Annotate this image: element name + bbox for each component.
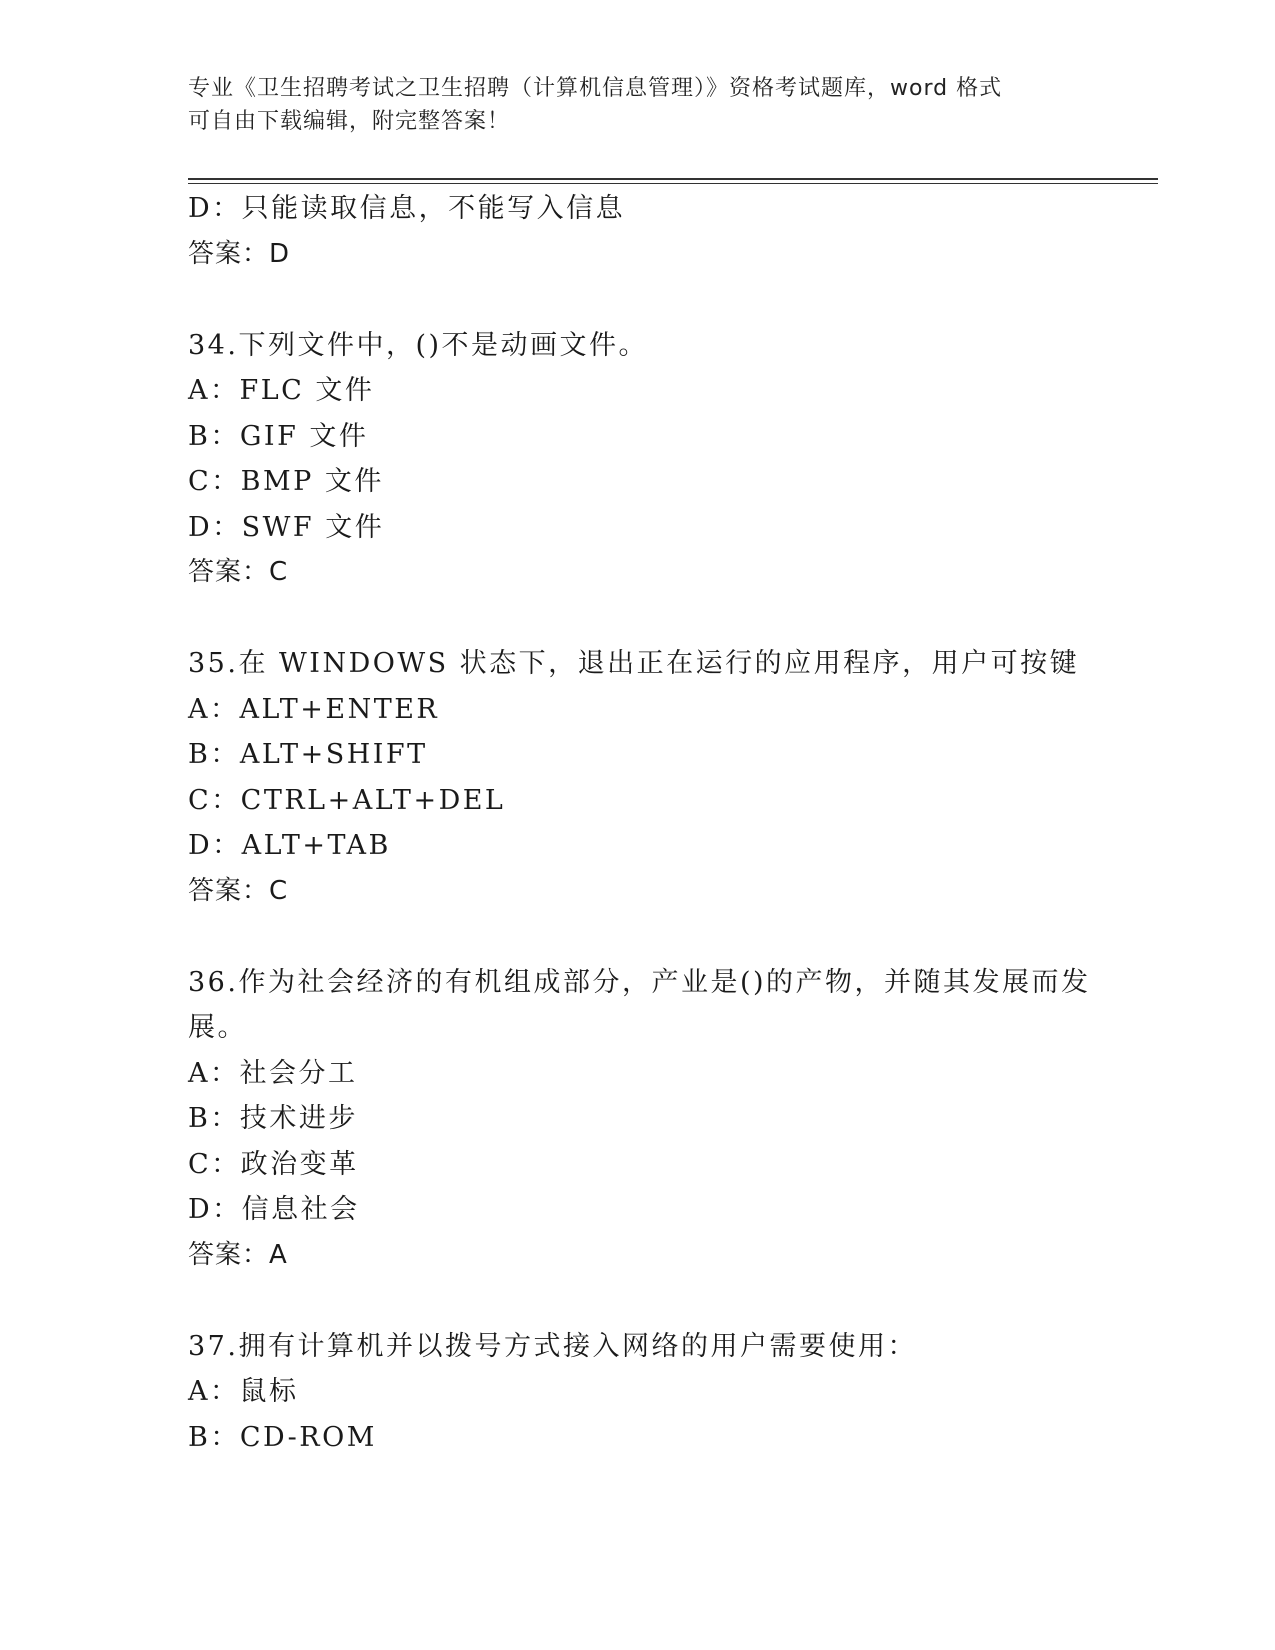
question-stem: 35.在 WINDOWS 状态下，退出正在运行的应用程序，用户可按键 (188, 648, 1080, 679)
header-line-1: 专业《卫生招聘考试之卫生招聘（计算机信息管理）》资格考试题库，word 格式 (188, 76, 1003, 101)
question-35 (188, 641, 1088, 914)
spacer (188, 277, 1088, 323)
answer-line: 答案：D (188, 238, 291, 269)
option-b: B：技术进步 (188, 1103, 358, 1134)
header-divider-thick (188, 178, 1158, 180)
answer-line: 答案：C (188, 557, 289, 587)
option-b: B：GIF 文件 (188, 420, 369, 452)
header-line-2: 可自由下载编辑，附完整答案！ (188, 109, 511, 134)
option-d: D：SWF 文件 (188, 511, 385, 543)
option-b: B：ALT+SHIFT (188, 739, 428, 770)
option-d: D：信息社会 (188, 1194, 360, 1225)
question-stem-line-1: 36.作为社会经济的有机组成部分，产业是()的产物，并随其发展而发 (188, 966, 1091, 998)
option-a: A：社会分工 (188, 1057, 358, 1089)
header-divider-thin (188, 183, 1158, 184)
spacer (188, 914, 1088, 960)
document-header (188, 72, 1068, 138)
question-stem: 34.下列文件中，()不是动画文件。 (188, 329, 649, 361)
option-a: A：鼠标 (188, 1376, 299, 1407)
option-a: A：FLC 文件 (188, 375, 375, 406)
question-36 (188, 960, 1091, 1279)
previous-question-tail (188, 186, 1088, 277)
question-stem: 37.拥有计算机并以拨号方式接入网络的用户需要使用： (188, 1330, 917, 1362)
option-d: D：ALT+TAB (188, 830, 391, 861)
spacer (188, 596, 1088, 642)
question-34 (188, 323, 1088, 596)
answer-line: 答案：A (188, 1239, 288, 1270)
question-37 (188, 1324, 1088, 1461)
question-stem-line-2: 展。 (188, 1012, 247, 1043)
option-c: C：政治变革 (188, 1148, 359, 1180)
option-c: C：CTRL+ALT+DEL (188, 784, 506, 816)
option-c: C：BMP 文件 (188, 466, 384, 497)
option-b: B：CD-ROM (188, 1421, 377, 1453)
question-list (188, 186, 1091, 1460)
option-d: D：只能读取信息，不能写入信息 (188, 193, 626, 224)
spacer (188, 1278, 1088, 1324)
option-a: A：ALT+ENTER (188, 693, 440, 725)
answer-line: 答案：C (188, 875, 289, 906)
